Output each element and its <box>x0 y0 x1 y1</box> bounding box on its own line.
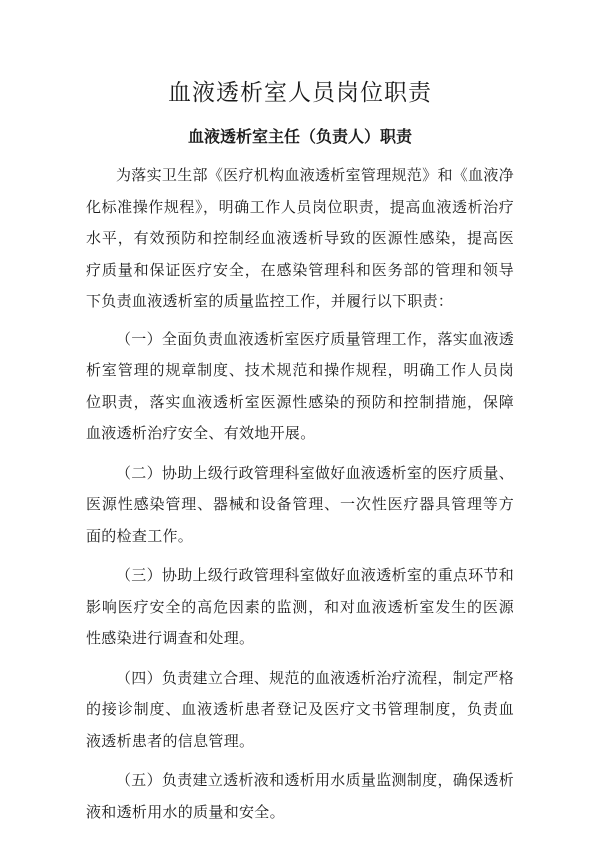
duty-paragraph-4: （四）负责建立合理、规范的血液透析治疗流程，制定严格的接诊制度、血液透析患者登记及医疗文书管理制度，负责血液透析患者的信息管理。 <box>86 668 514 750</box>
document-body <box>86 160 514 836</box>
duty-paragraph-1: （一）全面负责血液透析室医疗质量管理工作，落实血液透析室管理的规章制度、技术规范和操作规程，明确工作人员岗位职责，落实血液透析室医源性感染的预防和控制措施，保障血液透析治疗安全、有效地开展。 <box>86 329 514 442</box>
intro-paragraph: 为落实卫生部《医疗机构血液透析室管理规范》和《血液净化标准操作规程》，明确工作人员岗位职责，提高血液透析治疗水平，有效预防和控制经血液透析导致的医源性感染，提高医疗质量和保证医疗安全，在感染管理科和医务部的管理和领导下负责血液透析室的质量监控工作，并履行以下职责： <box>86 166 514 310</box>
duty-paragraph-5: （五）负责建立透析液和透析用水质量监测制度，确保透析液和透析用水的质量和安全。 <box>86 771 514 821</box>
section-subtitle: 血液透析室主任（负责人）职责 <box>187 127 412 146</box>
duty-paragraph-2: （二）协助上级行政管理科室做好血液透析室的医疗质量、医源性感染管理、器械和设备管理、一次性医疗器具管理等方面的检查工作。 <box>86 463 514 545</box>
duty-paragraph-3: （三）协助上级行政管理科室做好血液透析室的重点环节和影响医疗安全的高危因素的监测，和对血液透析室发生的医源性感染进行调查和处理。 <box>86 566 514 647</box>
document-title: 血液透析室人员岗位职责 <box>168 80 432 106</box>
